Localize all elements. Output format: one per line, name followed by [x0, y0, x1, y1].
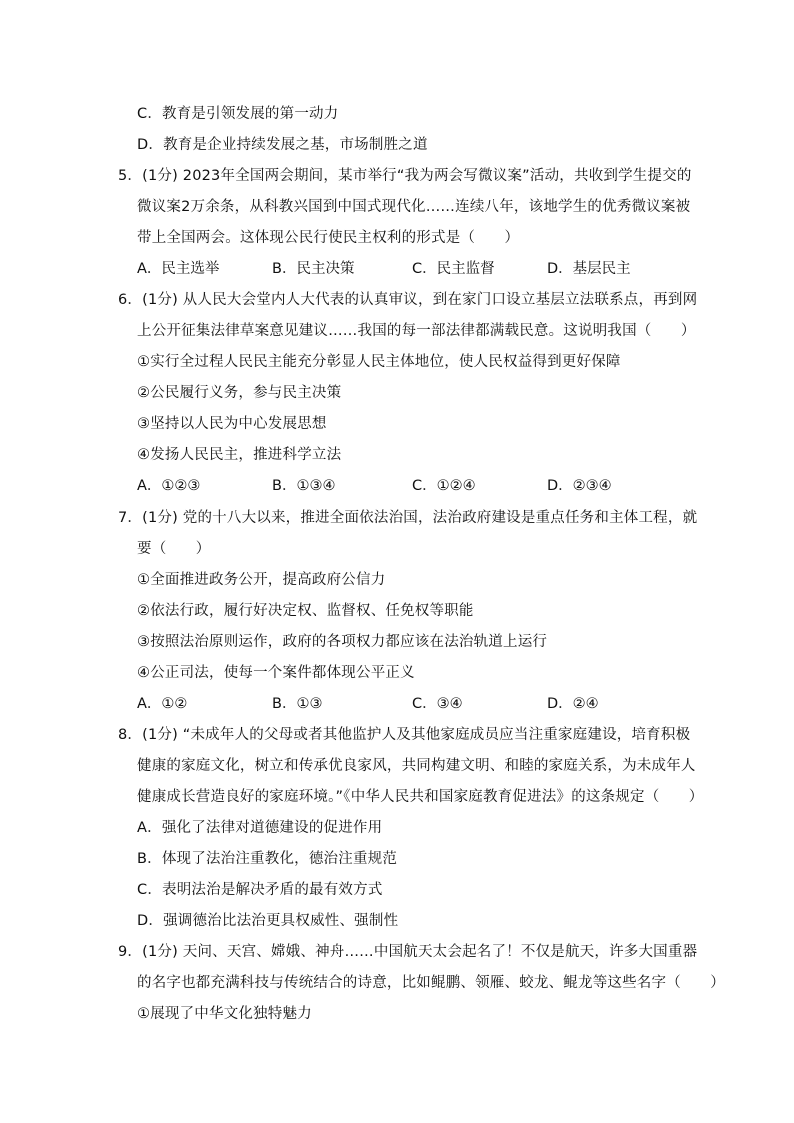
q6-option-b: B．①③④ — [272, 478, 336, 494]
q6-stem-line-2: 上公开征集法律草案意见建议……我国的每一部法律都满载民意。这说明我国（ ） — [137, 323, 696, 339]
q7-option-d: D．②④ — [547, 696, 599, 712]
q5-stem-line-1: 5．(1分) 2023年全国两会期间，某市举行“我为两会写微议案”活动，共收到学生提交的 — [118, 168, 692, 184]
q8-option-a: A．强化了法律对道德建设的促进作用 — [137, 820, 383, 836]
q8-stem-line-3: 健康成长营造良好的家庭环境。”《中华人民共和国家庭教育促进法》的这条规定（ ） — [137, 789, 704, 805]
q9-stem-line-2: 的名字也都充满科技与传统结合的诗意，比如鲲鹏、领雁、蛟龙、鲲龙等这些名字（ ） — [137, 975, 725, 991]
q5-option-a: A．民主选举 — [137, 261, 220, 277]
q7-option-b: B．①③ — [272, 696, 323, 712]
q6-stem-line-1: 6．(1分) 从人民大会堂内人大代表的认真审议，到在家门口设立基层立法联系点，再到网 — [118, 292, 698, 308]
q8-stem-line-1: 8．(1分) “未成年人的父母或者其他监护人及其他家庭成员应当注重家庭建设，培育积极 — [118, 727, 691, 743]
q4-option-d: D．教育是企业持续发展之基，市场制胜之道 — [137, 137, 428, 153]
q6-statement-1: ①实行全过程人民民主能充分彰显人民主体地位，使人民权益得到更好保障 — [137, 354, 621, 370]
q5-stem-line-2: 微议案2万余条，从科教兴国到中国式现代化……连续八年，该地学生的优秀微议案被 — [137, 199, 691, 215]
q6-statement-4: ④发扬人民民主，推进科学立法 — [137, 447, 342, 463]
q8-option-b: B．体现了法治注重教化，德治注重规范 — [137, 851, 398, 867]
q6-option-c: C．①②④ — [412, 478, 476, 494]
q7-stem-line-2: 要（ ） — [137, 541, 211, 557]
q8-stem-line-2: 健康的家庭文化，树立和传承优良家风，共同构建文明、和睦的家庭关系，为未成年人 — [137, 758, 696, 774]
q8-option-d: D．强调德治比法治更具权威性、强制性 — [137, 913, 399, 929]
q8-option-c: C．表明法治是解决矛盾的最有效方式 — [137, 882, 383, 898]
q5-option-d: D．基层民主 — [547, 261, 631, 277]
q7-stem-line-1: 7．(1分) 党的十八大以来，推进全面依法治国，法治政府建设是重点任务和主体工程，就 — [118, 510, 698, 526]
q7-statement-4: ④公正司法，使每一个案件都体现公平正义 — [137, 665, 415, 681]
q6-option-d: D．②③④ — [547, 478, 612, 494]
q7-statement-3: ③按照法治原则运作，政府的各项权力都应该在法治轨道上运行 — [137, 634, 548, 650]
q7-option-a: A．①② — [137, 696, 188, 712]
q7-statement-2: ②依法行政，履行好决定权、监督权、任免权等职能 — [137, 603, 474, 619]
q6-option-a: A．①②③ — [137, 478, 201, 494]
q6-statement-3: ③坚持以人民为中心发展思想 — [137, 416, 327, 432]
q7-statement-1: ①全面推进政务公开，提高政府公信力 — [137, 572, 386, 588]
q7-option-c: C．③④ — [412, 696, 463, 712]
q5-option-b: B．民主决策 — [272, 261, 355, 277]
q5-option-c: C．民主监督 — [412, 261, 495, 277]
q4-option-c: C．教育是引领发展的第一动力 — [137, 106, 339, 122]
q9-statement-1: ①展现了中华文化独特魅力 — [137, 1006, 312, 1022]
q6-statement-2: ②公民履行义务，参与民主决策 — [137, 385, 342, 401]
q5-stem-line-3: 带上全国两会。这体现公民行使民主权利的形式是（ ） — [137, 230, 520, 246]
q9-stem-line-1: 9．(1分) 天问、天宫、嫦娥、神舟……中国航天太会起名了！不仅是航天，许多大国重器 — [118, 944, 698, 960]
